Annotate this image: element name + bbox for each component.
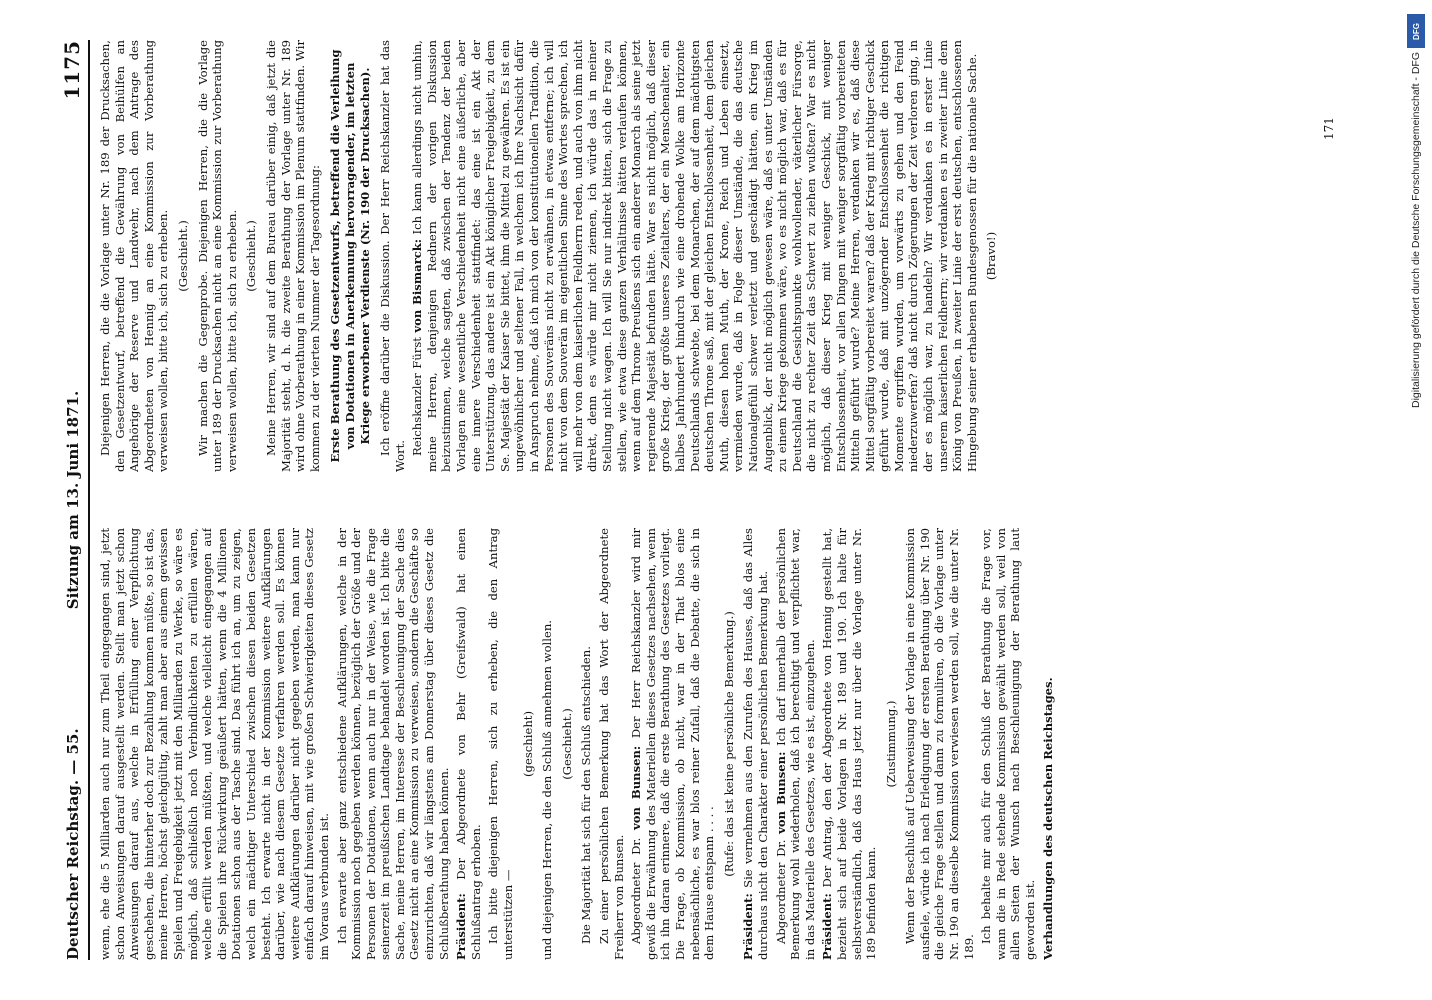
paragraph: Wenn der Beschluß auf Ueberweisung der Vorlage in eine Kommission ausfiele, würde ich nach Erledigung der ersten Berathung über Nr. 190 die gleiche Frage stellen und dann zu formuliren, ob die Vorlage unter Nr. 190 an dieselbe Kommission verwiesen werden soll, wie die unter Nr. 189.: [903, 528, 976, 960]
left-column: [98, 528, 1338, 960]
paragraph: Die Majorität hat sich für den Schluß entschieden.: [579, 646, 594, 944]
paragraph: Meine Herren, wir sind auf dem Bureau darüber einig, daß jetzt die Majorität steht, d. h. die zweite Berathung der Vorlage unter Nr. 189 wird ohne Vorberathung in einer Kommission im Plenum stattfinden. Wir kommen zu der vierten Nummer der Tagesordnung:: [263, 40, 322, 472]
signature-mark: 171: [1322, 117, 1336, 140]
dfg-logo-text: DFG: [1411, 22, 1421, 40]
paragraph: Präsident: Der Antrag, den der Abgeordnete von Hennig gestellt hat, bezieht sich auf beide Vorlagen in Nr. 189 und 190. Ich halte für selbstverständlich, daß das Haus jetzt nur über die Vorlage unter Nr. 189 befinden kann.: [820, 528, 879, 960]
paragraph: Ich eröffne darüber die Diskussion. Der Herr Reichskanzler hat das Wort.: [378, 40, 407, 472]
dfg-watermark: [1404, 14, 1428, 986]
paragraph: Zu einer persönlichen Bemerkung hat das Wort der Abgeordnete Freiherr von Bunsen.: [597, 528, 626, 960]
header-session-date: Sitzung am 13. Juni 1871.: [64, 390, 82, 610]
running-header: [60, 40, 86, 960]
rotated-page: [60, 40, 1360, 960]
agenda-heading: Erste Berathung des Gesetzentwurfs, betreffend die Verleihung von Dotationen in Anerkennung hervorragender, im letzten Kriege erworbener Verdienste (Nr. 190 der Drucksachen).: [328, 49, 372, 463]
paragraph: Ich behalte mir auch für den Schluß der Berathung die Frage vor, wann die in Rede stehende Kommission gewählt werden soll, weil von allen Seiten der Wunsch nach Beschleunigung der Berathung laut geworden ist.: [979, 528, 1038, 960]
paragraph: Wir machen die Gegenprobe. Diejenigen Herren, die die Vorlage unter 189 der Drucksachen nicht an eine Kommission zur Vorberathung verweisen wollen, bitte ich, sich zu erheben.: [195, 40, 239, 472]
paragraph: Verhandlungen des deutschen Reichstages.: [1040, 677, 1055, 960]
stage-direction: (Zustimmung.): [883, 700, 898, 788]
stage-direction: (Geschieht.): [175, 220, 190, 292]
stage-direction: (Geschieht.): [559, 708, 574, 780]
header-publication: Deutscher Reichstag. — 55.: [64, 728, 82, 960]
paragraph: Ich erwarte aber ganz entschiedene Aufklärungen, welche in der Kommission noch gegeben werden können, bezüglich der Größe und der Personen der Dotationen, wenn auch nur in der Weise, wie die Frage seinerzeit im preußischen Landtage behandelt worden ist. Ich bitte die Sache, meine Herren, im Interesse der Beschleunigung der Sache dies Gesetz nicht an eine Kommission zu verweisen, sondern die Geschäfte so einzurichten, daß wir längstens am Donnerstag über dieses Gesetz die Schlußberathung haben können.: [334, 528, 451, 960]
paragraph: Ich bitte diejenigen Herren, sich zu erheben, die den Antrag unterstützen —: [486, 528, 516, 960]
paragraph: Reichskanzler Fürst von Bismarck: Ich kann allerdings nicht umhin, meine Herren, denjenigen Rednern der vorigen Diskussion beizustimmen, welche sagten, daß zwischen der Tendenz der beiden Vorlagen eine wesentliche Verschiedenheit nicht eine äußerliche, aber eine innere Verschiedenheit stattfindet: das eine ist ein Akt der Unterstützung, das andere ist ein Akt königlicher Freigebigkeit, zu dem Se. Majestät der Kaiser Sie bittet, ihm die Mittel zu gewähren. Es ist ein ungewöhnlicher und seltener Fall, in welchem ich Ihre Nachsicht dafür in Anspruch nehme, daß ich mich von der konstitutionellen Tradition, die Personen des Souveräns nicht zu erwähnen, in etwas entferne; ich will nicht von dem Souverän im eigentlichen Sinne des Wortes sprechen, ich will mehr von dem kaiserlichen Feldherrn reden, und auch von ihm nicht direkt, denn es würde mir nicht ziemen, ich würde das in meiner Stellung nicht wagen. Ich will Sie nur indirekt bitten, sich die Frage zu stellen, wie etwa diese ganzen Verhältnisse hätten verlaufen können, wenn auf dem Throne Preußens sich ein anderer Monarch als seine jetzt regierende Majestät befunden hätte. War es nicht möglich, daß dieser große Krieg, der größte unseres Zeitalters, der ein Menschenalter, ein halbes Jahrhundert hindurch wie eine drohende Wolke am Horizonte Deutschlands schwebte, bei dem Monarchen, der auf dem mächtigsten deutschen Throne saß, mit der gleichen Entschlossenheit, dem gleichen Muth, diesen hohen Muth, der Krone, Reich und Leben einsetzt, vermieden wurde, daß in Folge dieser Umstände, die das deutsche Nationalgefühl schwer verletzt und geschädigt hätten, ein Krieg im Augenblick, der nicht möglich gewesen wäre, daß es unter Umständen zu einem Kriege gekommen wäre, wo es nicht möglich war, daß es für Deutschland die Gesichtspunkte wohlwollender, väterlicher Fürsorge, die nicht zu rechter Zeit das Schwert zu ziehen wußten? War es nicht möglich, daß dieser Krieg mit weniger Geschick, mit weniger Entschlossenheit, vor allen Dingen mit weniger sorgfältig vorbereiteten Mitteln geführt wurde? Meine Herren, verdanken wir es, daß diese Mittel sorgfältig vorbereitet waren? daß der Krieg mit richtiger Geschick geführt wurde, daß mit unzögernder Entschlossenheit die richtigen Momente ergriffen wurden, um vorwärts zu gehen und den Feind niederzuwerfen? daß nicht durch Zögerungen der Zeit verloren ging, in der es möglich war, zu handeln? Wir verdanken es in erster Linie unserem kaiserlichen Feldherrn; wir verdanken es in zweiter Linie dem König von Preußen, in zweiter Linie der erst deutschen, entschlossenen Hingebung seiner erhabenen Bundesgenossen für die nationale Sache.: [410, 40, 979, 472]
paragraph: und diejenigen Herren, die den Schluß annehmen wollen.: [540, 620, 555, 960]
watermark-text: Digitalisierung gefördert durch die Deutsche Forschungsgemeinschaft - DFG: [1410, 52, 1422, 409]
paragraph: wenn, ehe die 5 Milliarden auch nur zum Theil eingegangen sind, jetzt schon Anweisungen darauf ausgestellt werden. Stellt man jetzt schon Anweisungen darauf aus, welche in Erfüllung einer Verpflichtung geschehen, die hinterher doch zur Bezahlung kommen müßte, so ist das, meine Herren, höchst gleichgültig, zahlt man aber aus einem gewissen Spielen und Freigebigkeit jetzt mit den Milliarden zu Werke, so wäre es möglich, daß schließlich noch Verbindlichkeiten zu erfüllen wären, welche erfüllt werden müßten, und welche vielleicht eingegangen auf die Spielen ihre Rückwirkung geäußert hätten, wenn die 4 Millionen Dotationen schon aus der Tasche sind. Das führt ich an, um zu zeigen, welch ein mächtiger Unterschied zwischen diesen beiden Gesetzen besteht. Ich erwarte nicht in der Kommission weitere Aufklärungen darüber, wie nach diesem Gesetze verfahren werden soll. Es können weitere Aufklärungen darüber nicht gegeben werden, man kann nur einfach darauf hinweisen, mit wie großen Schwierigkeiten dieses Gesetz im Voraus verbunden ist.: [98, 528, 331, 960]
header-rule: [88, 40, 90, 960]
stage-direction: (geschieht): [520, 711, 535, 777]
page-number: 1175: [60, 40, 84, 100]
paragraph: Präsident: Der Abgeordnete von Behr (Greifswald) hat einen Schlußantrag erhoben.: [454, 528, 483, 960]
paragraph: Abgeordneter Dr. von Bunsen: Der Herr Reichskanzler wird mir gewiß die Erwähnung des Materiellen dieses Gesetzes nachsehen, wenn ich ihn daran erinnere, daß die erste Berathung des Gesetzes vorliegt. Die Frage, ob Kommission, ob nicht, war in der That blos eine nebensächliche, es war blos reiner Zufall, daß die Debatte, die sich in dem Hause entspann . . . .: [629, 528, 717, 960]
stage-direction: (Rufe: das ist keine persönliche Bemerkung.): [721, 611, 736, 877]
stage-direction: (Geschieht.): [244, 220, 259, 292]
paragraph: Abgeordneter Dr. von Bunsen: Ich darf innerhalb der persönlichen Bemerkung wohl wiederholen, daß ich berechtigt und verpflichtet war, in das Materielle des Gesetzes, wie es ist, einzugehen.: [773, 528, 817, 960]
dfg-logo: [1407, 14, 1425, 48]
paragraph: Diejenigen Herren, die die Vorlage unter Nr. 189 der Drucksachen, den Gesetzentwurf, betreffend die Gewährung von Beihülfen an Angehörige der Reserve und Landwehr, nach dem Antrage des Abgeordneten von Hennig an eine Kommission zur Vorberathung verweisen wollen, bitte ich, sich zu erheben.: [98, 40, 171, 472]
paragraph: Präsident: Sie vernehmen aus den Zurufen des Hauses, daß das Alles durchaus nicht den Charakter einer persönlichen Bemerkung hat.: [741, 528, 770, 960]
stage-direction: (Bravo!): [984, 231, 999, 281]
right-column: [98, 40, 1338, 472]
